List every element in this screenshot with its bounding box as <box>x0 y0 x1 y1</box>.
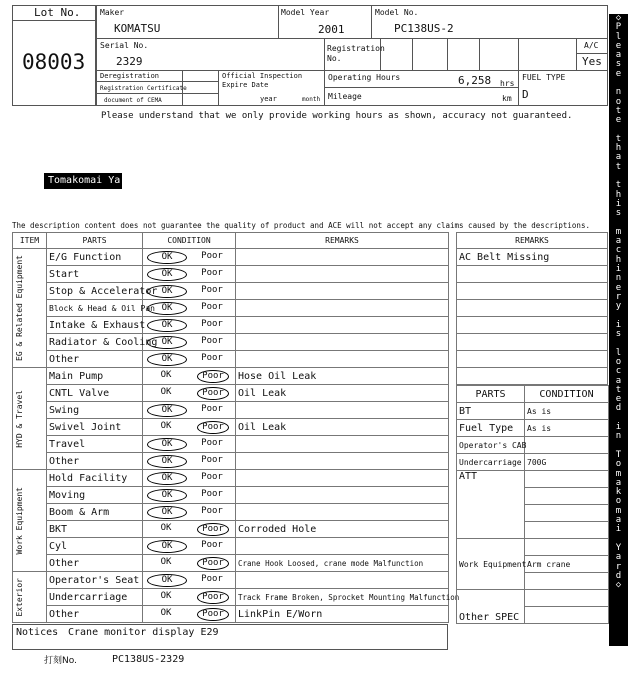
serial-value: 2329 <box>116 55 143 68</box>
km-unit: km <box>502 94 512 103</box>
ok-option: OK <box>160 557 172 567</box>
remark <box>236 436 449 453</box>
condition-cell <box>143 436 236 453</box>
inspection-label: Official Inspection Expire Date <box>222 72 303 89</box>
divider <box>218 70 219 106</box>
we-cell <box>525 539 609 556</box>
spec-cell <box>525 607 609 624</box>
condition-cell <box>143 334 236 351</box>
remark <box>236 453 449 470</box>
ok-option: OK <box>147 268 187 281</box>
ok-option: OK <box>147 404 187 417</box>
right-remark-line <box>457 283 608 300</box>
table-row <box>13 589 449 606</box>
part-name: Other <box>47 555 143 572</box>
maker-value: KOMATSU <box>114 22 161 35</box>
table-row <box>13 606 449 623</box>
table-row <box>13 402 449 419</box>
ok-option: OK <box>147 336 187 349</box>
table-row <box>13 334 449 351</box>
right-part-name: BT <box>457 403 525 420</box>
poor-option: Poor <box>201 319 223 329</box>
condition-cell <box>143 419 236 436</box>
ok-option: OK <box>160 591 172 601</box>
op-hours-value: 6,258 <box>458 74 492 87</box>
part-name: CNTL Valve <box>47 385 143 402</box>
remark: Crane Hook Loosed, crane mode Malfunction <box>236 555 449 572</box>
remark <box>236 351 449 368</box>
stamp-value: PC138US-2329 <box>112 654 185 665</box>
poor-option: Poor <box>201 404 223 414</box>
condition-cell <box>143 402 236 419</box>
condition-cell <box>143 249 236 266</box>
att-cell <box>525 488 609 505</box>
table-row <box>13 249 449 266</box>
condition-cell <box>143 368 236 385</box>
part-name: Moving <box>47 487 143 504</box>
fuel-type-value: D <box>522 88 529 101</box>
model-year-value: 2001 <box>318 23 345 36</box>
divider <box>380 38 381 70</box>
ok-option: OK <box>160 421 172 431</box>
att-label: ATT <box>457 471 525 539</box>
right-condition-header: CONDITION <box>525 386 609 403</box>
condition-cell <box>143 504 236 521</box>
right-part-cond <box>525 437 609 454</box>
header-remarks: REMARKS <box>236 233 449 249</box>
right-part-cond: As is <box>525 420 609 437</box>
ok-option: OK <box>147 251 187 264</box>
work-equipment-value: Arm crane <box>525 556 609 573</box>
right-part-cond: 700G <box>525 454 609 471</box>
condition-cell <box>143 555 236 572</box>
remark: Hose Oil Leak <box>236 368 449 385</box>
ok-option: OK <box>147 472 187 485</box>
divider <box>278 5 279 38</box>
condition-cell <box>143 266 236 283</box>
notices-label: Notices <box>16 627 59 638</box>
divider <box>96 81 218 82</box>
hrs-unit: hrs <box>500 79 515 88</box>
yard-badge-text: Tomakomai Yard <box>48 175 133 186</box>
poor-option: Poor <box>197 557 229 570</box>
remark <box>236 300 449 317</box>
right-parts-table <box>456 385 609 624</box>
group-label-cell <box>13 249 47 368</box>
right-remark-line <box>457 300 608 317</box>
table-row <box>13 572 449 589</box>
table-row <box>13 283 449 300</box>
lot-label: Lot No. <box>34 6 81 19</box>
table-row <box>13 419 449 436</box>
table-row <box>13 538 449 555</box>
right-remark-line <box>457 317 608 334</box>
poor-option: Poor <box>201 506 223 516</box>
condition-cell <box>143 606 236 623</box>
table-row <box>13 487 449 504</box>
part-name: Swivel Joint <box>47 419 143 436</box>
header-item: ITEM <box>13 233 47 249</box>
model-no-label: Model No. <box>375 8 419 17</box>
other-spec-label: Other SPEC <box>457 590 525 624</box>
remark <box>236 487 449 504</box>
right-remark-line: AC Belt Missing <box>457 249 608 266</box>
table-row <box>13 504 449 521</box>
part-name: Undercarriage <box>47 589 143 606</box>
table-row <box>457 437 609 454</box>
ok-option: OK <box>147 540 187 553</box>
divider <box>96 38 608 39</box>
table-row <box>457 386 609 403</box>
part-name: Start <box>47 266 143 283</box>
condition-cell <box>143 453 236 470</box>
table-row <box>13 555 449 572</box>
remark <box>236 538 449 555</box>
poor-option: Poor <box>201 472 223 482</box>
ok-option: OK <box>147 285 187 298</box>
poor-option: Poor <box>197 608 229 621</box>
remark: LinkPin E/Worn <box>236 606 449 623</box>
part-name: Boom & Arm <box>47 504 143 521</box>
att-cell <box>525 522 609 539</box>
condition-cell <box>143 521 236 538</box>
poor-option: Poor <box>201 353 223 363</box>
header-condition: CONDITION <box>143 233 236 249</box>
part-name: Intake & Exhaust <box>47 317 143 334</box>
table-row <box>13 521 449 538</box>
right-remarks-header: REMARKS <box>457 233 608 249</box>
part-name: E/G Function <box>47 249 143 266</box>
divider <box>96 70 608 71</box>
divider <box>324 38 325 106</box>
model-no-value: PC138US-2 <box>394 22 454 35</box>
group-label: HYD & Travel <box>15 389 24 448</box>
condition-cell <box>143 572 236 589</box>
part-name: Block & Head & Oil Pan <box>47 300 143 317</box>
poor-option: Poor <box>197 591 229 604</box>
remark <box>236 470 449 487</box>
divider <box>576 38 577 70</box>
condition-cell <box>143 538 236 555</box>
condition-cell <box>143 317 236 334</box>
poor-option: Poor <box>197 387 229 400</box>
part-name: Main Pump <box>47 368 143 385</box>
remark <box>236 249 449 266</box>
ac-label: A/C <box>584 41 599 50</box>
poor-option: Poor <box>201 438 223 448</box>
poor-option: Poor <box>201 251 223 261</box>
part-name: Operator's Seat <box>47 572 143 589</box>
ok-option: OK <box>147 353 187 366</box>
condition-cell <box>143 589 236 606</box>
mileage-label: Mileage <box>328 92 362 101</box>
stamp-label: 打刻No. <box>44 656 77 666</box>
op-hours-label: Operating Hours <box>328 73 401 82</box>
notices-text: Crane monitor display E29 <box>68 627 219 638</box>
remark: Oil Leak <box>236 419 449 436</box>
part-name: Stop & Accelerator <box>47 283 143 300</box>
group-label-cell <box>13 572 47 623</box>
ok-option: OK <box>147 438 187 451</box>
divider <box>412 38 413 70</box>
poor-option: Poor <box>201 268 223 278</box>
right-remark-line <box>457 266 608 283</box>
part-name: Other <box>47 351 143 368</box>
divider <box>324 87 518 88</box>
group-label: Work Equipment <box>15 486 24 555</box>
part-name: Radiator & Cooling <box>47 334 143 351</box>
divider <box>371 5 372 38</box>
hours-note: Please understand that we only provide working hours as shown, accuracy not guaranteed. <box>101 111 573 121</box>
remark <box>236 504 449 521</box>
condition-cell <box>143 385 236 402</box>
ok-option: OK <box>147 489 187 502</box>
we-cell <box>525 573 609 590</box>
group-label-cell <box>13 368 47 470</box>
divider <box>518 38 519 106</box>
att-cell <box>525 471 609 488</box>
remark <box>236 283 449 300</box>
remark: Track Frame Broken, Sprocket Mounting Malfunction <box>236 589 449 606</box>
poor-option: Poor <box>197 370 229 383</box>
right-parts-header: PARTS <box>457 386 525 403</box>
poor-option: Poor <box>201 336 223 346</box>
poor-option: Poor <box>201 489 223 499</box>
disclaimer: The description content does not guarantee the quality of product and ACE will not accept any claims caused by the descriptions. <box>12 221 590 230</box>
deregistration-label: Deregistration <box>100 72 160 80</box>
right-remark-line <box>457 334 608 351</box>
remark <box>236 317 449 334</box>
group-label: EG & Related Equipment <box>15 255 24 361</box>
reg-cert-label: Registration Certificate <box>100 85 187 92</box>
group-label-cell <box>13 470 47 572</box>
part-name: Other <box>47 606 143 623</box>
table-row <box>457 454 609 471</box>
table-row <box>13 385 449 402</box>
ok-option: OK <box>147 455 187 468</box>
table-row <box>13 351 449 368</box>
att-cell <box>525 505 609 522</box>
right-remark-line <box>457 351 608 368</box>
ok-option: OK <box>147 302 187 315</box>
table-row <box>13 470 449 487</box>
table-row <box>457 590 609 607</box>
year-label: year <box>260 95 277 103</box>
table-row <box>457 471 609 488</box>
spec-cell <box>525 590 609 607</box>
remark: Corroded Hole <box>236 521 449 538</box>
ok-option: OK <box>147 506 187 519</box>
poor-option: Poor <box>201 455 223 465</box>
divider <box>479 38 480 70</box>
condition-cell <box>143 283 236 300</box>
ok-option: OK <box>147 574 187 587</box>
table-row <box>13 453 449 470</box>
fuel-type-label: FUEL TYPE <box>522 73 566 82</box>
ok-option: OK <box>160 523 172 533</box>
table-row <box>13 300 449 317</box>
table-row <box>457 539 609 556</box>
table-row <box>457 403 609 420</box>
month-label: month <box>302 96 321 103</box>
poor-option: Poor <box>201 285 223 295</box>
poor-option: Poor <box>201 574 223 584</box>
condition-cell <box>143 351 236 368</box>
divider <box>576 53 608 54</box>
table-row <box>13 266 449 283</box>
ok-option: OK <box>160 387 172 397</box>
remark <box>236 334 449 351</box>
table-row <box>457 420 609 437</box>
cema-label: document of CEMA <box>104 97 162 104</box>
ok-option: OK <box>160 608 172 618</box>
poor-option: Poor <box>201 540 223 550</box>
part-name: Travel <box>47 436 143 453</box>
part-name: Cyl <box>47 538 143 555</box>
part-name: BKT <box>47 521 143 538</box>
right-part-name: Fuel Type <box>457 420 525 437</box>
condition-cell <box>143 470 236 487</box>
ac-value: Yes <box>582 55 602 68</box>
group-label: Exterior <box>15 577 24 617</box>
work-equipment-label: Work Equipment <box>457 539 525 590</box>
location-sidebar <box>609 14 628 646</box>
remark: Oil Leak <box>236 385 449 402</box>
ok-option: OK <box>147 319 187 332</box>
right-part-name: Undercarriage <box>457 454 525 471</box>
poor-option: Poor <box>197 421 229 434</box>
sidebar-text: ◇ P l e a s e n o t e t h a t t h i s m a c h i n e r y i s l o c a t e d i n T o m a k o m a i Y a r d ◇ <box>615 13 622 591</box>
divider <box>96 93 218 94</box>
table-header-row <box>13 233 449 249</box>
right-remarks-table <box>456 232 608 385</box>
inspection-table <box>12 232 460 623</box>
remark <box>236 266 449 283</box>
poor-option: Poor <box>197 523 229 536</box>
part-name: Swing <box>47 402 143 419</box>
remark <box>236 572 449 589</box>
table-row <box>13 317 449 334</box>
lot-number: 08003 <box>22 50 86 74</box>
model-year-label: Model Year <box>281 8 330 17</box>
table-row <box>13 436 449 453</box>
condition-cell <box>143 300 236 317</box>
part-name: Other <box>47 453 143 470</box>
ok-option: OK <box>160 370 172 380</box>
right-remark-line <box>457 368 608 385</box>
header-parts: PARTS <box>47 233 143 249</box>
condition-cell <box>143 487 236 504</box>
remark <box>236 402 449 419</box>
right-part-cond: As is <box>525 403 609 420</box>
serial-label: Serial No. <box>100 41 149 50</box>
divider <box>447 38 448 70</box>
table-row <box>13 368 449 385</box>
yard-badge <box>44 173 133 189</box>
poor-option: Poor <box>201 302 223 312</box>
right-part-name: Operator's CAB <box>457 437 525 454</box>
part-name: Hold Facility <box>47 470 143 487</box>
maker-label: Maker <box>100 8 125 17</box>
registration-label: Registration No. <box>327 44 385 63</box>
